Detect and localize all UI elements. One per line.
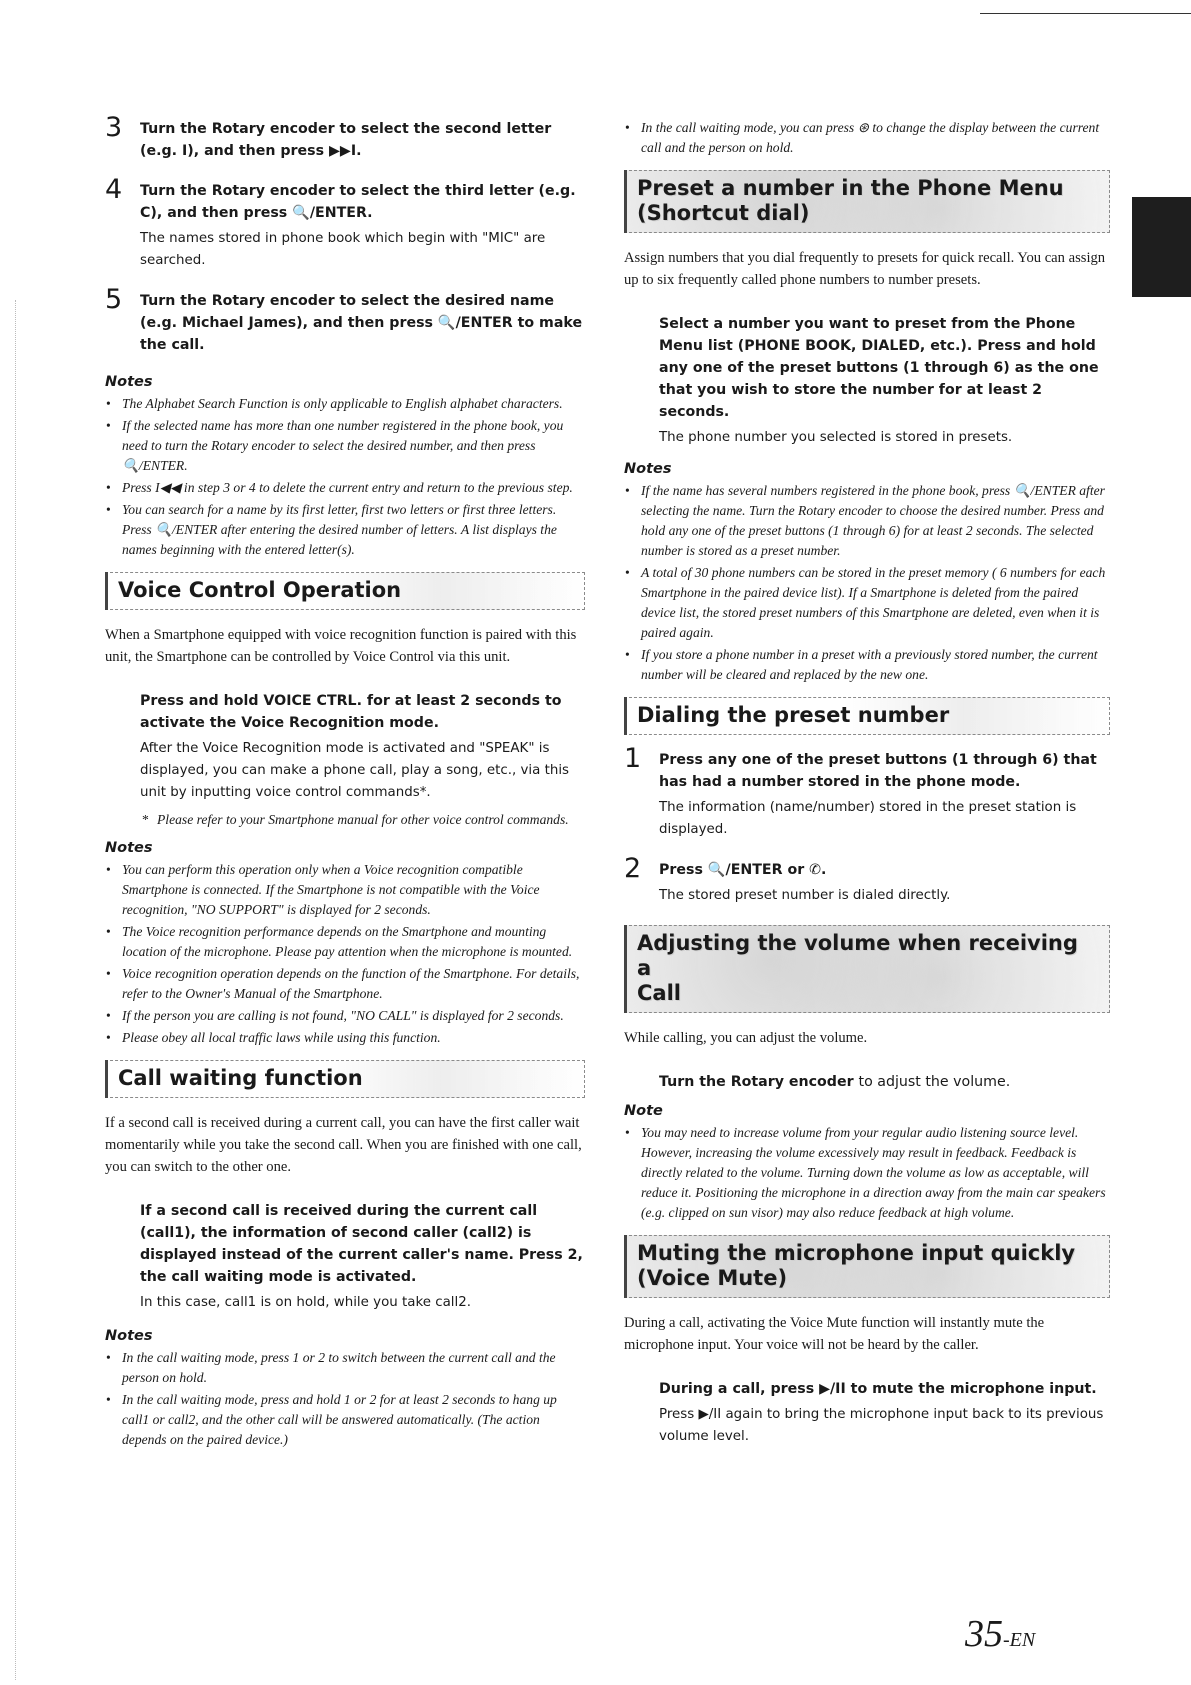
note-item: • If you store a phone number in a preset with a previously stored number, the current number will be cleared and replaced by the new one.	[624, 645, 1110, 685]
note-item: • In the call waiting mode, you can press ⊛ to change the display between the current call and the person on hold.	[624, 118, 1110, 158]
section-intro: During a call, activating the Voice Mute function will instantly mute the microphone input. Your voice will not be heard by the caller.	[624, 1315, 1045, 1353]
section-title-line1: Adjusting the volume when receiving a	[637, 931, 1078, 980]
footnote: * Please refer to your Smartphone manual for other voice control commands.	[140, 810, 585, 830]
step-text-bold: Turn the Rotary encoder	[140, 183, 340, 199]
section-title-line2: Call	[637, 981, 681, 1005]
section-intro: When a Smartphone equipped with voice recognition function is paired with this unit, the Smartphone can be controlled by Voice Control via this unit.	[105, 627, 577, 665]
note-item: • You can perform this operation only when a Voice recognition compatible Smartphone is connected. If the Smartphone is not compatible with the Voice recognition, "NO SUPPORT" is displayed for 2 seconds.	[105, 860, 585, 920]
step-number: 2	[624, 853, 642, 884]
notes-list	[624, 1123, 1110, 1223]
note-item: • If the selected name has more than one number registered in the phone book, you need to turn the Rotary encoder to select the desired number, and then press 🔍/ENTER.	[105, 416, 585, 476]
step-number: 5	[105, 284, 123, 315]
instruction: Select a number you want to preset from the Phone Menu list (PHONE BOOK, DIALED, etc.). Press and hold any one of the preset buttons (1 through 6) as the one that you wish to store the number for at least 2 seconds.	[659, 316, 1099, 420]
note-item: • In the call waiting mode, press and hold 1 or 2 for at least 2 seconds to hang up call1 or call2, and the other call will be answered automatically. (The action depends on the paired device.)	[105, 1390, 585, 1450]
section-heading-voice-control	[105, 572, 585, 610]
next-track-icon: ▶▶I	[329, 143, 357, 159]
notes-list	[105, 1348, 585, 1450]
step-number: 1	[624, 743, 642, 774]
step-text: to select the third letter (e.g. C), and then press	[140, 183, 576, 221]
note-item: • If the name has several numbers registered in the phone book, press 🔍/ENTER after selecting the name. Turn the Rotary encoder to choose the desired number. Press and hold any one of the preset buttons (1 through 6) for at least 2 seconds. The selected number is stored as a preset number.	[624, 481, 1110, 561]
step-4: 4 Turn the Rotary encoder to select the third letter (e.g. C), and then press 🔍/ENTER. The names stored in phone book which begin with "MIC" are searched.	[105, 180, 585, 272]
notes-list	[105, 394, 585, 560]
section-heading-adjust-volume	[624, 925, 1110, 1013]
notes-list	[624, 118, 1110, 158]
notes-heading: Notes	[105, 1328, 153, 1344]
step-text: to select the second letter (e.g. I), and then press	[140, 121, 552, 159]
instruction-text: to adjust the volume.	[858, 1074, 1011, 1090]
section-heading-call-waiting	[105, 1060, 585, 1098]
instruction-description: Press ▶/II again to bring the microphone input back to its previous volume level.	[659, 1407, 1104, 1444]
notes-list	[105, 860, 585, 1048]
note-item: • A total of 30 phone numbers can be stored in the preset memory ( 6 numbers for each Smartphone in the paired device list). If a Smartphone is deleted from the paired device list, the stored preset numbers of this Smartphone are deleted, even when it is paired again.	[624, 563, 1110, 643]
section-intro: If a second call is received during a current call, you can have the first caller wait momentarily while you take the second call. When you are finished with one call, you can switch to the other one.	[105, 1115, 582, 1175]
step-description: The names stored in phone book which begin with "MIC" are searched.	[140, 231, 546, 268]
section-heading-voice-mute	[624, 1235, 1110, 1298]
note-heading: Note	[624, 1103, 663, 1119]
instruction	[659, 1071, 1110, 1093]
instruction-bold: Turn the Rotary encoder	[659, 1074, 859, 1090]
instruction: Press and hold VOICE CTRL. for at least 2 seconds to activate the Voice Recognition mode.	[140, 693, 562, 731]
note-item: • The Alphabet Search Function is only applicable to English alphabet characters.	[105, 394, 585, 414]
step-1	[624, 743, 1110, 841]
section-tab-marker	[1132, 197, 1191, 297]
note-item: • In the call waiting mode, press 1 or 2 to switch between the current call and the person on hold.	[105, 1348, 585, 1388]
notes-heading: Notes	[105, 840, 153, 856]
step-number: 4	[105, 174, 123, 205]
section-title-line2: (Voice Mute)	[637, 1266, 788, 1290]
right-column	[624, 118, 1110, 1448]
step-number: 3	[105, 112, 123, 143]
notes-heading: Notes	[105, 374, 153, 390]
step-5: 5 Turn the Rotary encoder to select the desired name (e.g. Michael James), and then press 🔍/ENTER to make the call.	[105, 284, 583, 353]
page-number: 35-EN	[965, 1613, 1036, 1655]
step-text: Press 🔍/ENTER or ✆.	[659, 862, 827, 878]
note-item: • Please obey all local traffic laws while using this function.	[105, 1028, 585, 1048]
step-description: The stored preset number is dialed directly.	[659, 888, 951, 903]
instruction-description: After the Voice Recognition mode is activated and "SPEAK" is displayed, you can make a phone call, play a song, etc., via this unit by inputting voice control commands*.	[140, 741, 570, 800]
step-description: The information (name/number) stored in the preset station is displayed.	[659, 800, 1077, 837]
section-intro: While calling, you can adjust the volume.	[624, 1030, 868, 1046]
step-text-bold: Turn the Rotary encoder	[140, 293, 340, 309]
section-heading-dialing-preset	[624, 697, 1110, 735]
instruction-description: The phone number you selected is stored in presets.	[659, 430, 1013, 445]
section-title-line2: (Shortcut dial)	[637, 201, 810, 225]
binding-margin-line	[15, 300, 16, 1680]
notes-heading: Notes	[624, 461, 672, 477]
instruction: During a call, press ▶/II to mute the microphone input.	[659, 1381, 1097, 1397]
step-text: to select the desired name (e.g. Michael James), and then press	[140, 293, 554, 331]
note-item: • You can search for a name by its first letter, first two letters or first three letters. Press 🔍/ENTER after entering the desired number of letters. A list displays the names beginning with the entered letter(s).	[105, 500, 585, 560]
note-item: • Voice recognition operation depends on the function of the Smartphone. For details, refer to the Owner's Manual of the Smartphone.	[105, 964, 585, 1004]
step-3: 3 Turn the Rotary encoder to select the second letter (e.g. I), and then press ▶▶I.	[105, 112, 552, 159]
top-rule	[980, 13, 1191, 14]
instruction: If a second call is received during the current call (call1), the information of second caller (call2) is displayed instead of the current caller's name. Press 2, the call waiting mode is activated.	[140, 1203, 583, 1285]
notes-list	[624, 481, 1110, 685]
step-text-bold: Turn the Rotary encoder	[140, 121, 340, 137]
section-heading-preset-number	[624, 170, 1110, 233]
note-item: • The Voice recognition performance depends on the Smartphone and mounting location of the microphone. Please pay attention when the microphone is mounted.	[105, 922, 585, 962]
instruction-description: In this case, call1 is on hold, while you take call2.	[140, 1295, 472, 1310]
section-title: Dialing the preset number	[637, 703, 950, 727]
left-column	[105, 112, 585, 1462]
section-title: Call waiting function	[118, 1066, 363, 1090]
note-item: • If the person you are calling is not found, "NO CALL" is displayed for 2 seconds.	[105, 1006, 585, 1026]
search-enter-key: 🔍/ENTER	[292, 205, 368, 221]
section-title: Voice Control Operation	[118, 578, 402, 602]
note-item: • You may need to increase volume from your regular audio listening source level. However, increasing the volume excessively may result in feedback. Feedback is directly related to the volume. Turning down the volume as low as acceptable, will reduce it. Positioning the microphone in a direction away from the main car speakers (e.g. clipped on sun visor) may also reduce feedback at high volume.	[624, 1123, 1110, 1223]
search-enter-key: 🔍/ENTER	[437, 315, 513, 331]
step-2	[624, 853, 1110, 907]
section-title-line1: Muting the microphone input quickly	[637, 1241, 1076, 1265]
note-item: • Press I◀◀ in step 3 or 4 to delete the current entry and return to the previous step.	[105, 478, 585, 498]
section-title-line1: Preset a number in the Phone Menu	[637, 176, 1064, 200]
section-intro: Assign numbers that you dial frequently to presets for quick recall. You can assign up to six frequently called phone numbers to number presets.	[624, 250, 1106, 288]
page-language-suffix: -EN	[1003, 1629, 1036, 1651]
step-text: Press any one of the preset buttons (1 through 6) that has had a number stored in the phone mode.	[659, 752, 1097, 790]
